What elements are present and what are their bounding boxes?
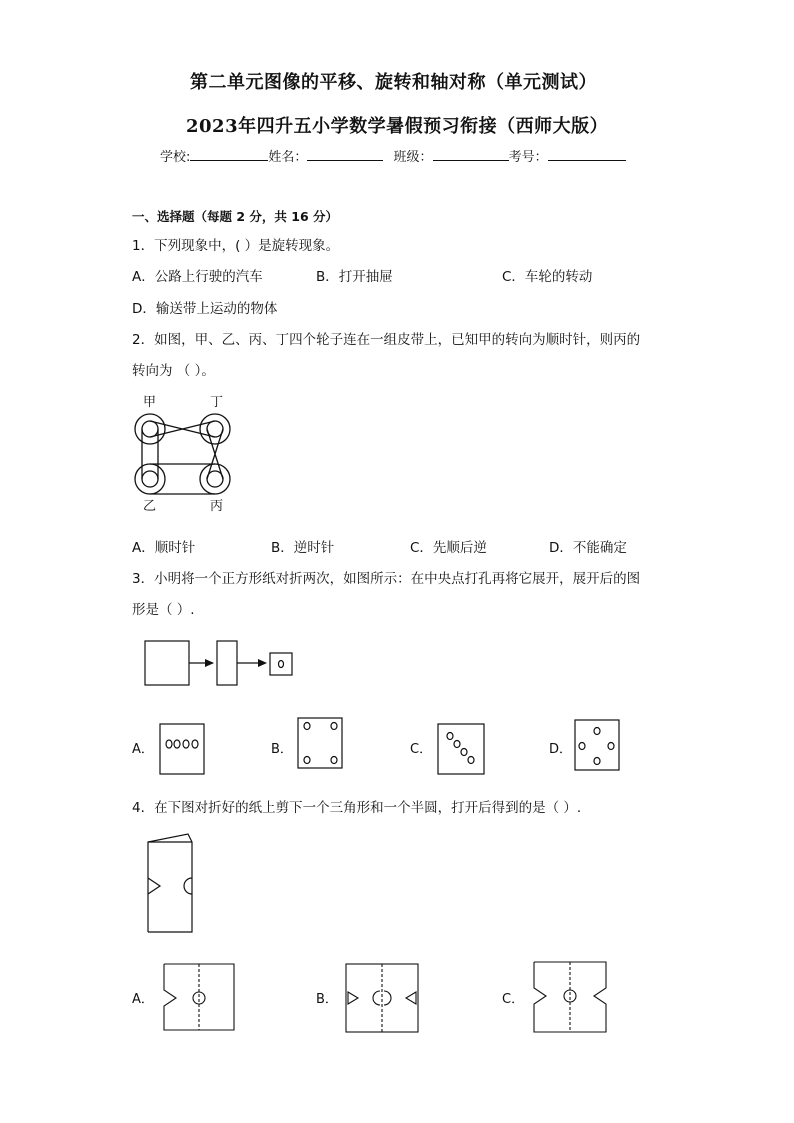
school-blank[interactable] [190, 146, 268, 161]
exam-no-label: 考号： [508, 150, 548, 165]
q4-option-a-figure[interactable] [160, 960, 240, 1034]
q1-option-d[interactable]: D．输送带上运动的物体 [132, 301, 278, 317]
q3-stem-line1: 3．小明将一个正方形纸对折两次，如图所示：在中央点打孔再将它展开，展开后的图 [132, 571, 641, 587]
paper-folding-figure [140, 636, 300, 692]
wheel-label-bing: 丙 [210, 499, 224, 514]
wheel-label-ding: 丁 [210, 395, 224, 410]
q3-option-a-label[interactable]: A． [132, 742, 154, 757]
q3-option-b-figure[interactable] [296, 716, 346, 770]
triangle-cut [148, 878, 160, 894]
q1-option-c[interactable]: C．车轮的转动 [502, 269, 593, 285]
wheel-ding-outer [200, 414, 230, 444]
page-title: 第二单元图像的平移、旋转和轴对称（单元测试） [190, 72, 597, 93]
q3-option-d-label[interactable]: D． [549, 742, 573, 757]
student-info-row [160, 146, 626, 165]
q4-option-b-label[interactable]: B． [316, 992, 338, 1007]
q2-option-c[interactable]: C．先顺后逆 [410, 540, 487, 556]
folded-once [217, 641, 237, 685]
class-blank[interactable] [433, 146, 509, 161]
school-label: 学校: [160, 150, 191, 165]
q1-option-a[interactable]: A．公路上行驶的汽车 [132, 269, 263, 285]
q1-option-b[interactable]: B．打开抽屉 [316, 269, 393, 285]
class-label: 班级： [393, 150, 433, 165]
exam-no-blank[interactable] [548, 146, 626, 161]
name-label: 姓名： [268, 150, 308, 165]
q2-stem-line1: 2．如图，甲、乙、丙、丁四个轮子连在一组皮带上，已知甲的转向为顺时针，则丙的 [132, 332, 641, 348]
folded-twice [270, 653, 292, 675]
q3-option-b-label[interactable]: B． [271, 742, 293, 757]
name-blank[interactable] [307, 146, 383, 161]
semicircle-cut [184, 878, 192, 894]
q4-option-a-label[interactable]: A． [132, 992, 154, 1007]
wheel-jia-inner [142, 421, 158, 437]
wheel-bing-outer [200, 464, 230, 494]
q2-option-b[interactable]: B．逆时针 [271, 540, 335, 556]
q4-option-b-figure[interactable] [342, 960, 422, 1036]
q2-option-a[interactable]: A．顺时针 [132, 540, 196, 556]
belt-wheels-figure [128, 392, 248, 516]
wheel-jia-outer [135, 414, 165, 444]
section-heading: 一、选择题（每题 2 分，共 16 分） [132, 209, 339, 224]
arrow-head [205, 659, 214, 667]
punched-hole [279, 661, 284, 668]
q3-option-a-figure[interactable] [158, 722, 208, 776]
arrow-head [258, 659, 267, 667]
q3-option-c-figure[interactable] [436, 722, 486, 776]
wheel-label-jia: 甲 [143, 395, 157, 410]
q4-option-c-label[interactable]: C． [502, 992, 525, 1007]
wheel-yi-outer [135, 464, 165, 494]
q2-option-d[interactable]: D．不能确定 [549, 540, 627, 556]
q1-stem: 1．下列现象中，( ）是旋转现象。 [132, 238, 340, 254]
wheel-yi-inner [142, 471, 158, 487]
square-paper [145, 641, 189, 685]
wheel-label-yi: 乙 [143, 499, 157, 514]
q2-stem-line2: 转向为 （ ）。 [132, 363, 215, 379]
q4-option-c-figure[interactable] [530, 958, 614, 1036]
q3-option-c-label[interactable]: C． [410, 742, 433, 757]
folded-paper-figure [140, 832, 204, 938]
page-subtitle: 2023年四升五小学数学暑假预习衔接（西师大版） [186, 116, 609, 137]
q3-option-d-figure[interactable] [573, 718, 623, 774]
q3-stem-line2: 形是（ ）. [132, 602, 195, 618]
q4-stem: 4．在下图对折好的纸上剪下一个三角形和一个半圆，打开后得到的是（ ）. [132, 800, 582, 816]
